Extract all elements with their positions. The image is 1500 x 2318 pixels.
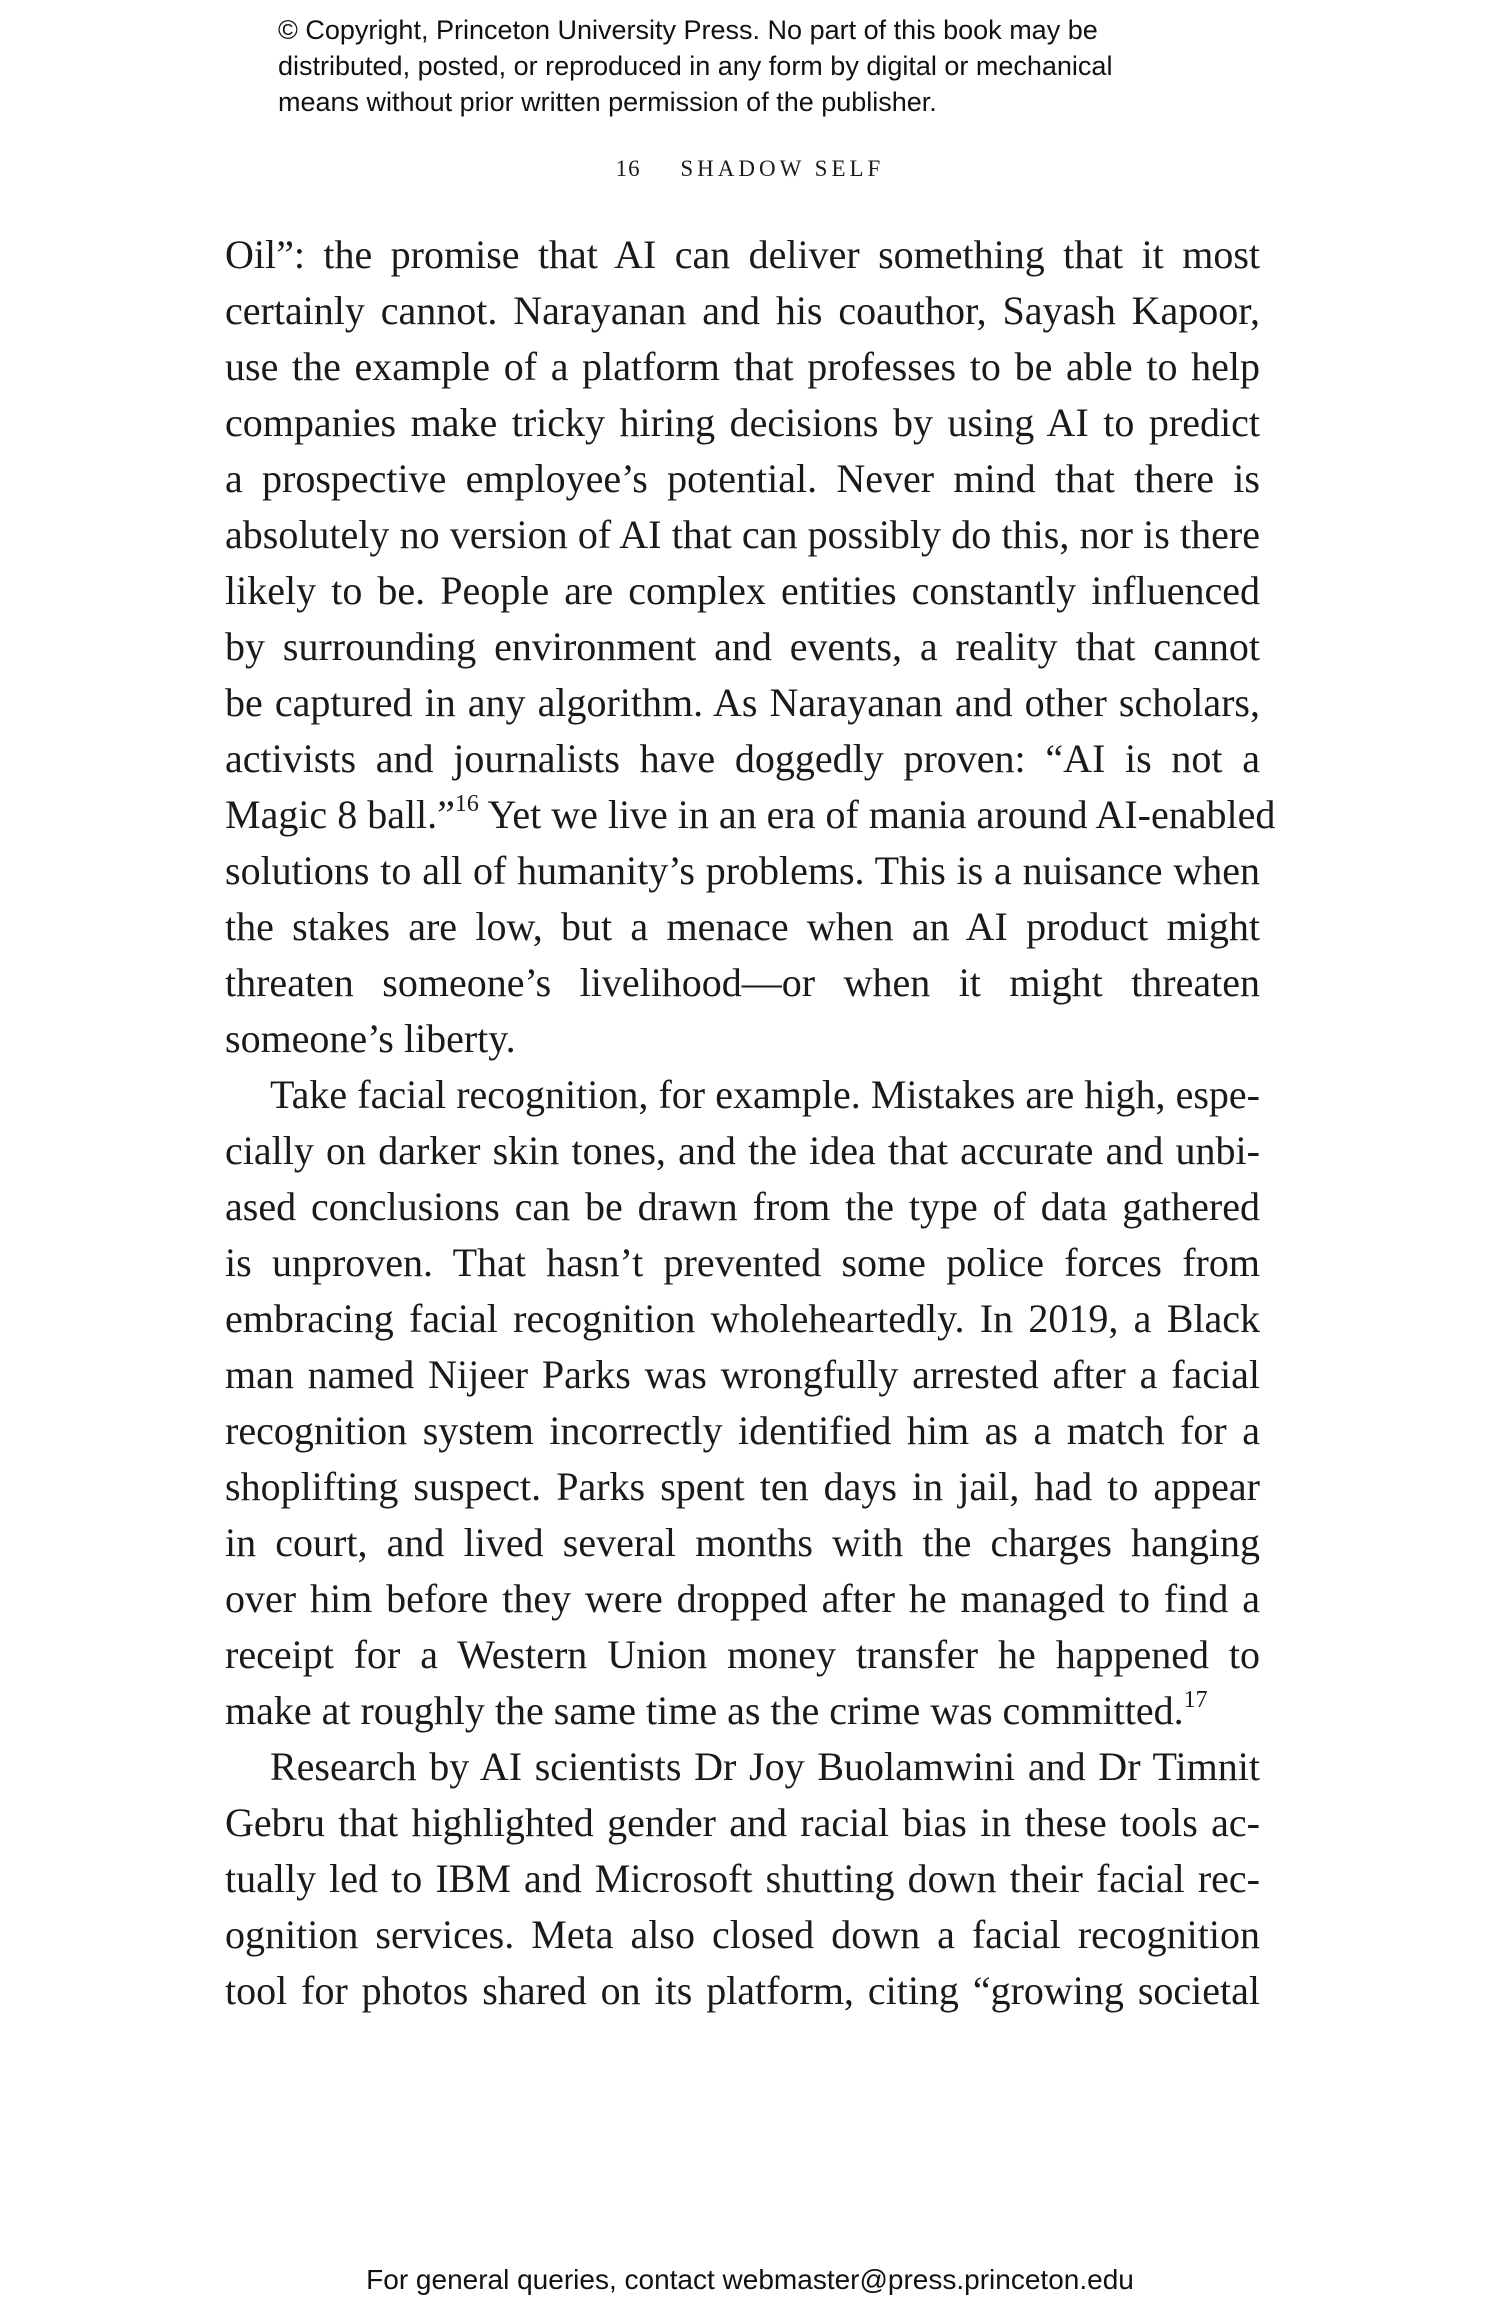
text-segment: Yet we live in an era of mania around AI-enabled (478, 792, 1276, 837)
text-line: a prospective employee’s potential. Never mind that there is (225, 456, 1260, 501)
text-line: is unproven. That hasn’t prevented some police forces from (225, 1240, 1260, 1285)
text-line: likely to be. People are complex entities constantly influenced (225, 568, 1260, 613)
text-line: receipt for a Western Union money transfer he happened to (225, 1632, 1260, 1677)
text-line: ased conclusions can be drawn from the type of data gathered (225, 1184, 1260, 1229)
text-segment: Magic 8 ball.” (225, 792, 455, 837)
footer-contact: For general queries, contact webmaster@press.princeton.edu (366, 2264, 1134, 2295)
text-line: embracing facial recognition wholeheartedly. In 2019, a Black (225, 1296, 1260, 1341)
text-line: shoplifting suspect. Parks spent ten days in jail, had to appear (225, 1464, 1260, 1509)
paragraph (225, 227, 1276, 1067)
text-line: Research by AI scientists Dr Joy Buolamwini and Dr Timnit (270, 1744, 1260, 1789)
copyright-line: means without prior written permission of the publisher. (278, 87, 937, 117)
text-line: man named Nijeer Parks was wrongfully arrested after a facial (225, 1352, 1260, 1397)
copyright-notice (278, 12, 1278, 120)
paragraph (225, 1067, 1260, 1739)
body-text (225, 227, 1276, 2019)
text-line (225, 787, 1276, 843)
text-line: over him before they were dropped after he managed to find a (225, 1576, 1260, 1621)
text-line: Gebru that highlighted gender and racial bias in these tools ac- (225, 1800, 1260, 1845)
running-title: SHADOW SELF (680, 156, 885, 181)
text-line: cially on darker skin tones, and the idea that accurate and unbi- (225, 1128, 1260, 1173)
text-line (225, 1683, 1260, 1739)
copyright-line: distributed, posted, or reproduced in any form by digital or mechanical (278, 51, 1113, 81)
text-line: by surrounding environment and events, a reality that cannot (225, 624, 1260, 669)
text-line: ognition services. Meta also closed down a facial recognition (225, 1912, 1260, 1957)
text-line: solutions to all of humanity’s problems. This is a nuisance when (225, 848, 1260, 893)
text-line: certainly cannot. Narayanan and his coauthor, Sayash Kapoor, (225, 288, 1260, 333)
text-line: the stakes are low, but a menace when an AI product might (225, 904, 1260, 949)
copyright-line: © Copyright, Princeton University Press. No part of this book may be (278, 15, 1098, 45)
footnote-ref-17[interactable]: 17 (1183, 1686, 1208, 1713)
text-line: Take facial recognition, for example. Mistakes are high, espe- (270, 1072, 1260, 1117)
text-line: activists and journalists have doggedly proven: “AI is not a (225, 736, 1260, 781)
text-line: recognition system incorrectly identified him as a match for a (225, 1408, 1260, 1453)
text-line: tually led to IBM and Microsoft shutting down their facial rec- (225, 1856, 1260, 1901)
text-line: someone’s liberty. (225, 1016, 516, 1061)
text-line: companies make tricky hiring decisions by using AI to predict (225, 400, 1260, 445)
paragraph (225, 1739, 1260, 2019)
text-line: tool for photos shared on its platform, citing “growing societal (225, 1968, 1260, 2013)
text-segment: make at roughly the same time as the crime was committed. (225, 1688, 1184, 1733)
running-head (0, 156, 1500, 182)
text-line: use the example of a platform that professes to be able to help (225, 344, 1260, 389)
text-line: in court, and lived several months with the charges hanging (225, 1520, 1260, 1565)
text-line: be captured in any algorithm. As Narayanan and other scholars, (225, 680, 1260, 725)
footnote-ref-16[interactable]: 16 (454, 790, 479, 817)
text-line: absolutely no version of AI that can possibly do this, nor is there (225, 512, 1260, 557)
page-number: 16 (615, 156, 641, 181)
text-line: threaten someone’s livelihood—or when it might threaten (225, 960, 1260, 1005)
text-line: Oil”: the promise that AI can deliver something that it most (225, 232, 1260, 277)
